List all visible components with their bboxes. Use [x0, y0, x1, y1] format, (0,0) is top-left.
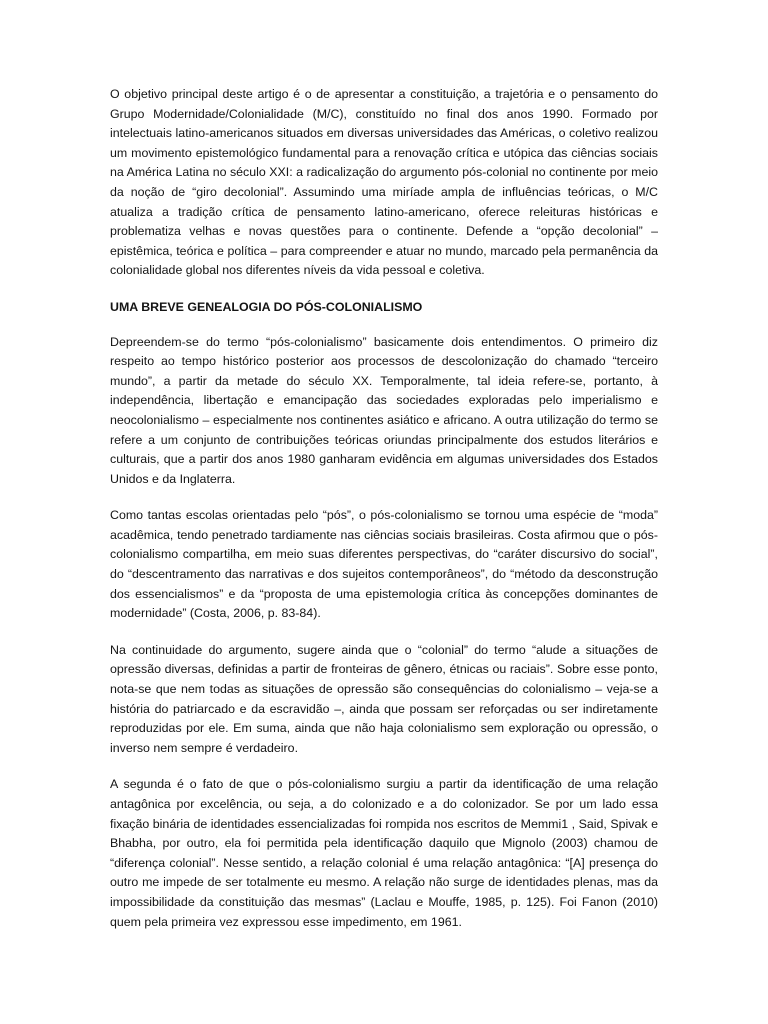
body-paragraph-4: A segunda é o fato de que o pós-colonialismo surgiu a partir da identificação de uma relação antagônica por excelência, ou seja, a do colonizado e a do colonizador. Se por um lado essa fixação binária de identidades essencializadas foi rompida nos escritos de Memmi1 , Said, Spivak e Bhabha, por outro, ela foi permitida pela identificação daquilo que Mignolo (2003) chamou de “diferença colonial”. Nesse sentido, a relação colonial é uma relação antagônica: “[A] presença do outro me impede de ser totalmente eu mesmo. A relação não surge de identidades plenas, mas da impossibilidade da constituição das mesmas” (Laclau e Mouffe, 1985, p. 125). Foi Fanon (2010) quem pela primeira vez expressou esse impedimento, em 1961. [110, 777, 658, 929]
body-paragraph-1: Depreendem-se do termo “pós-colonialismo” basicamente dois entendimentos. O primeiro diz respeito ao tempo histórico posterior aos processos de descolonização do chamado “terceiro mundo”, a partir da metade do século XX. Temporalmente, tal ideia refere-se, portanto, à independência, libertação e emancipação das sociedades exploradas pelo imperialismo e neocolonialismo – especialmente nos continentes asiático e africano. A outra utilização do termo se refere a um conjunto de contribuições teóricas oriundas principalmente dos estudos literários e culturais, que a partir dos anos 1980 ganharam evidência em algumas universidades dos Estados Unidos e da Inglaterra. [110, 334, 658, 486]
body-paragraph-3: Na continuidade do argumento, sugere ainda que o “colonial” do termo “alude a situações de opressão diversas, definidas a partir de fronteiras de gênero, étnicas ou raciais”. Sobre esse ponto, nota-se que nem todas as situações de opressão são consequências do colonialismo – veja-se a história do patriarcado e da escravidão –, ainda que possam ser reforçadas ou ser indiretamente reproduzidas por ele. Em suma, ainda que não haja colonialismo sem exploração ou opressão, o inverso nem sempre é verdadeiro. [110, 642, 658, 755]
document-page [110, 85, 658, 949]
body-paragraph-2: Como tantas escolas orientadas pelo “pós”, o pós-colonialismo se tornou uma espécie de “moda” acadêmica, tendo penetrado tardiamente nas ciências sociais brasileiras. Costa afirmou que o pós-colonialismo compartilha, em meio suas diferentes perspectivas, do “caráter discursivo do social”, do “descentramento das narrativas e dos sujeitos contemporâneos”, do “método da desconstrução dos essencialismos” e da “proposta de uma epistemologia crítica às concepções dominantes de modernidade” (Costa, 2006, p. 83-84). [110, 508, 658, 621]
abstract-paragraph: O objetivo principal deste artigo é o de apresentar a constituição, a trajetória e o pensamento do Grupo Modernidade/Colonialidade (M/C), constituído no final dos anos 1990. Formado por intelectuais latino-americanos situados em diversas universidades das Américas, o coletivo realizou um movimento epistemológico fundamental para a renovação crítica e utópica das ciências sociais na América Latina no século XXI: a radicalização do argumento pós-colonial no continente por meio da noção de “giro decolonial”. Assumindo uma miríade ampla de influências teóricas, o M/C atualiza a tradição crítica de pensamento latino-americano, oferece releituras históricas e problematiza velhas e novas questões para o continente. Defende a “opção decolonial” – epistêmica, teórica e política – para compreender e atuar no mundo, marcado pela permanência da colonialidade global nos diferentes níveis da vida pessoal e coletiva. [110, 87, 658, 278]
section-heading: UMA BREVE GENEALOGIA DO PÓS-COLONIALISMO [110, 299, 423, 314]
